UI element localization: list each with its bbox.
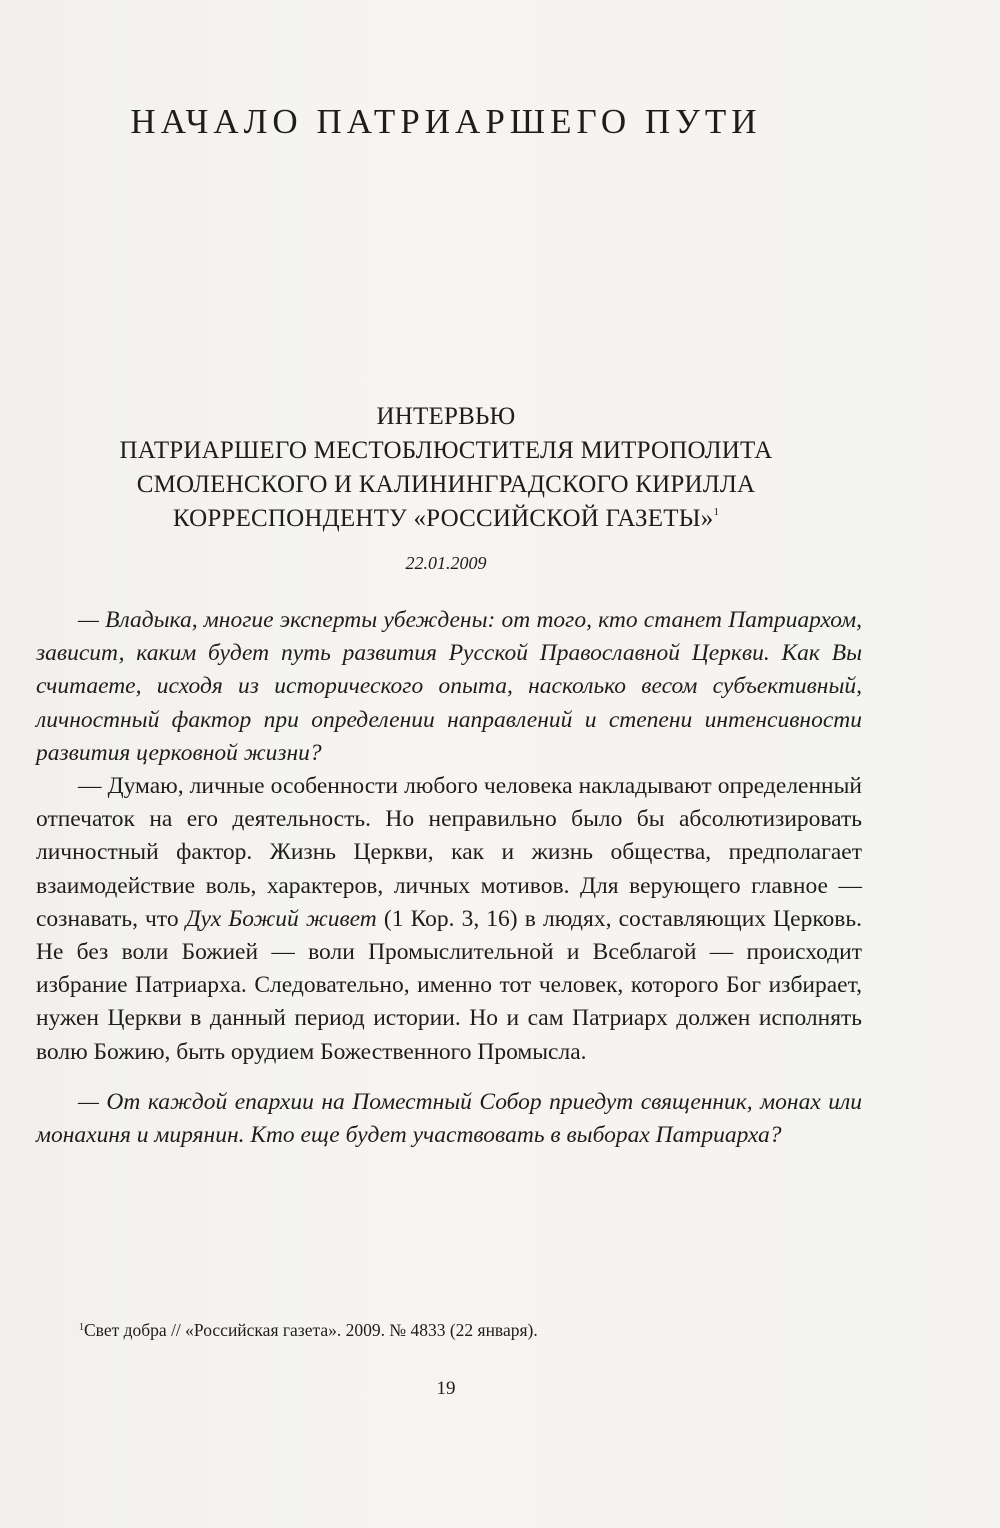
answer-text-part-1: — Думаю, личные особенности любого человека накладывают определенный отпечаток на его деятельность. Но неправильно было бы абсолютизировать личностный фактор. Жизнь Церкви, как и жизнь общества, предполагает взаимодействие воль, характеров, личных мотивов. Для верующего главное — сознавать, что: [36, 773, 862, 932]
article-heading: [0, 400, 892, 536]
heading-line-2: ПАТРИАРШЕГО МЕСТОБЛЮСТИТЕЛЯ МИТРОПОЛИТА: [119, 437, 773, 464]
scripture-quote: Дух Божий живет: [185, 905, 377, 932]
footnote: [79, 1320, 859, 1341]
chapter-title: НАЧАЛО ПАТРИАРШЕГО ПУТИ: [130, 102, 762, 141]
page-number: 19: [436, 1378, 456, 1399]
heading-line-4-text: КОРРЕСПОНДЕНТУ «РОССИЙСКОЙ ГАЗЕТЫ»: [172, 505, 714, 532]
heading-line-3: СМОЛЕНСКОГО И КАЛИНИНГРАДСКОГО КИРИЛЛА: [136, 471, 756, 498]
question-paragraph: — От каждой епархии на Поместный Собор приедут священник, монах или монахиня и мирянин. Кто еще будет участвовать в выборах Патриарха?: [36, 1088, 862, 1149]
interview-date: 22.01.2009: [405, 553, 487, 573]
heading-line-1: ИНТЕРВЬЮ: [376, 403, 516, 430]
answer-paragraph: [36, 770, 862, 1069]
heading-line-4: [0, 502, 892, 536]
footnote-reference: 1: [713, 506, 720, 518]
footnote-marker: 1: [79, 1322, 84, 1333]
footnote-text: Свет добра // «Российская газета». 2009. № 4833 (22 января).: [84, 1320, 538, 1340]
question-paragraph: — Владыка, многие эксперты убеждены: от того, кто станет Патриархом, зависит, каким будет путь развития Русской Православной Церкви. Как Вы считаете, исходя из исторического опыта, насколько весом субъективный, личностный фактор при определении направлений и степени интенсивности развития церковной жизни?: [36, 607, 862, 766]
article-body: [36, 604, 862, 1152]
answer-text-part-2: (1 Кор. 3, 16) в людях, составляющих Церковь. Не без воли Божией — воли Промыслительной и Всеблагой — происходит избрание Патриарха. Следовательно, именно тот человек, которого Бог избирает, нужен Церкви в данный период истории. Но и сам Патриарх должен исполнять волю Божию, быть орудием Божественного Промысла.: [36, 905, 862, 1065]
